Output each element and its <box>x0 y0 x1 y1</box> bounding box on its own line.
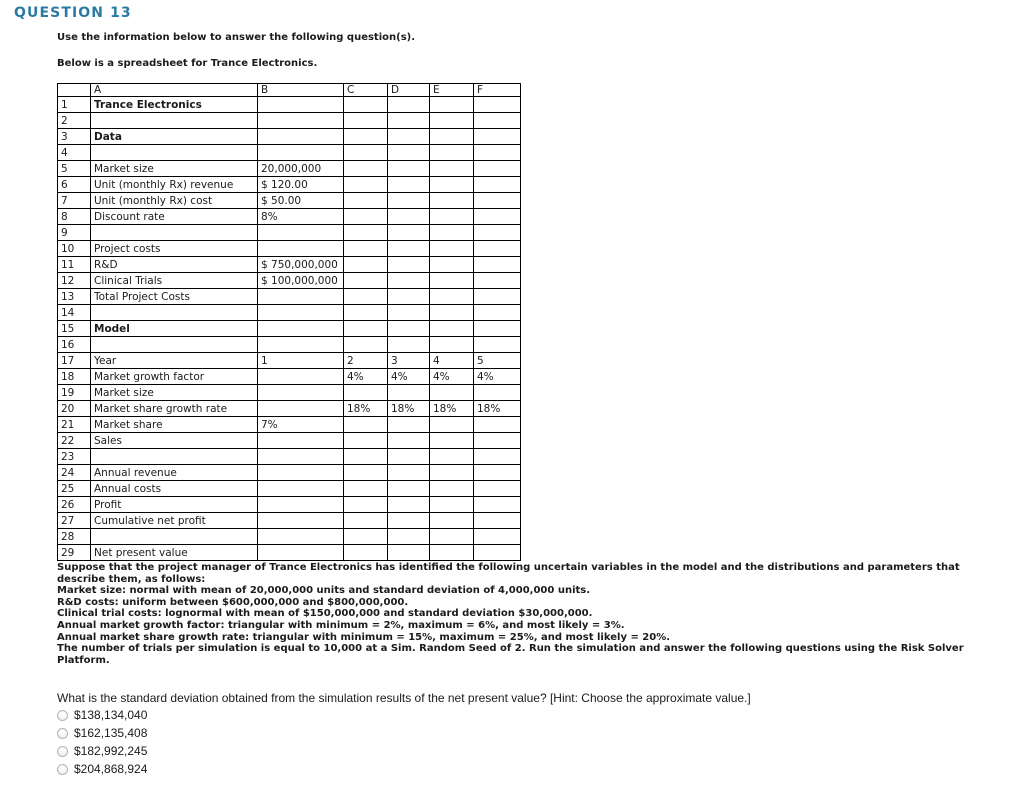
cell-B13 <box>258 289 344 305</box>
cell-B19 <box>258 385 344 401</box>
cell-C1 <box>344 97 388 113</box>
cell-A9 <box>91 225 258 241</box>
cell-A14 <box>91 305 258 321</box>
cell-B29 <box>258 545 344 561</box>
answer-option-3[interactable] <box>57 742 147 760</box>
spreadsheet-row-29 <box>58 545 521 561</box>
spreadsheet-row-3 <box>58 129 521 145</box>
cell-D29 <box>388 545 430 561</box>
cell-C2 <box>344 113 388 129</box>
row-number-4: 4 <box>58 145 91 161</box>
spreadsheet-row-12 <box>58 273 521 289</box>
cell-C3 <box>344 129 388 145</box>
cell-A19: Market size <box>91 385 258 401</box>
cell-E9 <box>430 225 474 241</box>
cell-F23 <box>474 449 521 465</box>
cell-F8 <box>474 209 521 225</box>
row-number-19: 19 <box>58 385 91 401</box>
row-number-5: 5 <box>58 161 91 177</box>
scenario-line-2: describe them, as follows: <box>57 573 206 585</box>
cell-C5 <box>344 161 388 177</box>
scenario-line-7: Annual market share growth rate: triangular with minimum = 15%, maximum = 25%, and most likely = 20%. <box>57 631 671 643</box>
cell-B16 <box>258 337 344 353</box>
answer-option-4[interactable] <box>57 760 147 778</box>
cell-C29 <box>344 545 388 561</box>
cell-C11 <box>344 257 388 273</box>
column-header-D: D <box>388 84 430 97</box>
cell-D2 <box>388 113 430 129</box>
row-number-21: 21 <box>58 417 91 433</box>
cell-E19 <box>430 385 474 401</box>
cell-A4 <box>91 145 258 161</box>
spreadsheet-row-24 <box>58 465 521 481</box>
cell-A11: R&D <box>91 257 258 273</box>
cell-A18: Market growth factor <box>91 369 258 385</box>
cell-C17: 2 <box>344 353 388 369</box>
scenario-line-8: The number of trials per simulation is equal to 10,000 at a Sim. Random Seed of 2. Run the simulation and answer the following questions using the Risk Solver <box>57 643 964 655</box>
cell-D23 <box>388 449 430 465</box>
intro-instruction: Use the information below to answer the following question(s). <box>57 32 416 43</box>
row-number-10: 10 <box>58 241 91 257</box>
cell-B14 <box>258 305 344 321</box>
cell-F20: 18% <box>474 401 521 417</box>
cell-B18 <box>258 369 344 385</box>
cell-A16 <box>91 337 258 353</box>
spreadsheet-row-10 <box>58 241 521 257</box>
cell-B8: 8% <box>258 209 344 225</box>
row-number-26: 26 <box>58 497 91 513</box>
cell-A2 <box>91 113 258 129</box>
cell-D9 <box>388 225 430 241</box>
cell-A26: Profit <box>91 497 258 513</box>
cell-B20 <box>258 401 344 417</box>
cell-F9 <box>474 225 521 241</box>
cell-D19 <box>388 385 430 401</box>
cell-C19 <box>344 385 388 401</box>
cell-E6 <box>430 177 474 193</box>
row-number-20: 20 <box>58 401 91 417</box>
cell-D5 <box>388 161 430 177</box>
row-number-25: 25 <box>58 481 91 497</box>
cell-A5: Market size <box>91 161 258 177</box>
cell-C15 <box>344 321 388 337</box>
cell-E3 <box>430 129 474 145</box>
column-header-A: A <box>91 84 258 97</box>
cell-C23 <box>344 449 388 465</box>
cell-C24 <box>344 465 388 481</box>
cell-D24 <box>388 465 430 481</box>
cell-E18: 4% <box>430 369 474 385</box>
cell-D28 <box>388 529 430 545</box>
cell-F28 <box>474 529 521 545</box>
cell-F4 <box>474 145 521 161</box>
radio-button-icon[interactable] <box>57 764 68 775</box>
cell-D22 <box>388 433 430 449</box>
cell-C6 <box>344 177 388 193</box>
cell-C12 <box>344 273 388 289</box>
spreadsheet-row-6 <box>58 177 521 193</box>
spreadsheet-row-17 <box>58 353 521 369</box>
cell-E24 <box>430 465 474 481</box>
row-number-17: 17 <box>58 353 91 369</box>
cell-F22 <box>474 433 521 449</box>
cell-F15 <box>474 321 521 337</box>
cell-E10 <box>430 241 474 257</box>
column-header-C: C <box>344 84 388 97</box>
cell-A25: Annual costs <box>91 481 258 497</box>
cell-C25 <box>344 481 388 497</box>
cell-B21: 7% <box>258 417 344 433</box>
cell-F10 <box>474 241 521 257</box>
cell-F13 <box>474 289 521 305</box>
row-number-28: 28 <box>58 529 91 545</box>
spreadsheet-row-2 <box>58 113 521 129</box>
scenario-line-5: Clinical trial costs: lognormal with mean of $150,000,000 and standard deviation $30,000,000. <box>57 608 593 620</box>
cell-A23 <box>91 449 258 465</box>
cell-D14 <box>388 305 430 321</box>
cell-C26 <box>344 497 388 513</box>
cell-F29 <box>474 545 521 561</box>
spreadsheet-row-8 <box>58 209 521 225</box>
cell-D13 <box>388 289 430 305</box>
row-number-16: 16 <box>58 337 91 353</box>
scenario-line-9: Platform. <box>57 654 110 666</box>
cell-F14 <box>474 305 521 321</box>
corner-cell <box>58 84 91 97</box>
cell-D11 <box>388 257 430 273</box>
spreadsheet-row-23 <box>58 449 521 465</box>
radio-button-icon[interactable] <box>57 728 68 739</box>
cell-F18: 4% <box>474 369 521 385</box>
cell-B23 <box>258 449 344 465</box>
cell-F27 <box>474 513 521 529</box>
row-number-3: 3 <box>58 129 91 145</box>
cell-E17: 4 <box>430 353 474 369</box>
spreadsheet-row-19 <box>58 385 521 401</box>
cell-A12: Clinical Trials <box>91 273 258 289</box>
cell-F11 <box>474 257 521 273</box>
cell-E21 <box>430 417 474 433</box>
cell-F25 <box>474 481 521 497</box>
row-number-2: 2 <box>58 113 91 129</box>
spreadsheet-row-25 <box>58 481 521 497</box>
cell-E16 <box>430 337 474 353</box>
cell-A13: Total Project Costs <box>91 289 258 305</box>
cell-A24: Annual revenue <box>91 465 258 481</box>
row-number-24: 24 <box>58 465 91 481</box>
column-header-B: B <box>258 84 344 97</box>
spreadsheet-row-20 <box>58 401 521 417</box>
cell-A28 <box>91 529 258 545</box>
cell-A21: Market share <box>91 417 258 433</box>
spreadsheet-row-22 <box>58 433 521 449</box>
cell-C27 <box>344 513 388 529</box>
cell-B22 <box>258 433 344 449</box>
cell-F7 <box>474 193 521 209</box>
cell-F3 <box>474 129 521 145</box>
cell-F6 <box>474 177 521 193</box>
cell-E8 <box>430 209 474 225</box>
scenario-line-3: Market size: normal with mean of 20,000,000 units and standard deviation of 4,000,000 units. <box>57 585 591 597</box>
cell-D27 <box>388 513 430 529</box>
spreadsheet-row-27 <box>58 513 521 529</box>
row-number-18: 18 <box>58 369 91 385</box>
row-number-7: 7 <box>58 193 91 209</box>
cell-A10: Project costs <box>91 241 258 257</box>
cell-D4 <box>388 145 430 161</box>
cell-C18: 4% <box>344 369 388 385</box>
cell-A6: Unit (monthly Rx) revenue <box>91 177 258 193</box>
scenario-line-1: Suppose that the project manager of Trance Electronics has identified the following uncertain variables in the model and the distributions and parameters that <box>57 562 960 573</box>
spreadsheet-row-14 <box>58 305 521 321</box>
cell-C20: 18% <box>344 401 388 417</box>
row-number-11: 11 <box>58 257 91 273</box>
column-header-E: E <box>430 84 474 97</box>
cell-D21 <box>388 417 430 433</box>
cell-E13 <box>430 289 474 305</box>
cell-C22 <box>344 433 388 449</box>
cell-A27: Cumulative net profit <box>91 513 258 529</box>
cell-D25 <box>388 481 430 497</box>
row-number-27: 27 <box>58 513 91 529</box>
cell-A29: Net present value <box>91 545 258 561</box>
cell-B26 <box>258 497 344 513</box>
spreadsheet-row-16 <box>58 337 521 353</box>
row-number-29: 29 <box>58 545 91 561</box>
cell-C9 <box>344 225 388 241</box>
spreadsheet-row-9 <box>58 225 521 241</box>
cell-C14 <box>344 305 388 321</box>
row-number-12: 12 <box>58 273 91 289</box>
cell-E5 <box>430 161 474 177</box>
option-label: $204,868,924 <box>74 762 148 776</box>
cell-D1 <box>388 97 430 113</box>
cell-D18: 4% <box>388 369 430 385</box>
spreadsheet-row-1 <box>58 97 521 113</box>
radio-button-icon[interactable] <box>57 710 68 721</box>
spreadsheet-row-5 <box>58 161 521 177</box>
cell-B5: 20,000,000 <box>258 161 344 177</box>
cell-E15 <box>430 321 474 337</box>
cell-E2 <box>430 113 474 129</box>
scenario-line-6: Annual market growth factor: triangular with minimum = 2%, maximum = 6%, and most likely = 3%. <box>57 619 625 631</box>
row-number-15: 15 <box>58 321 91 337</box>
cell-B15 <box>258 321 344 337</box>
cell-D8 <box>388 209 430 225</box>
cell-F17: 5 <box>474 353 521 369</box>
cell-F2 <box>474 113 521 129</box>
spreadsheet-row-21 <box>58 417 521 433</box>
cell-F19 <box>474 385 521 401</box>
answer-option-1[interactable] <box>57 706 147 724</box>
option-label: $138,134,040 <box>74 708 148 722</box>
cell-D16 <box>388 337 430 353</box>
cell-D26 <box>388 497 430 513</box>
cell-B28 <box>258 529 344 545</box>
cell-D7 <box>388 193 430 209</box>
cell-E25 <box>430 481 474 497</box>
cell-B17: 1 <box>258 353 344 369</box>
cell-F26 <box>474 497 521 513</box>
cell-D15 <box>388 321 430 337</box>
cell-F1 <box>474 97 521 113</box>
cell-B24 <box>258 465 344 481</box>
answer-options <box>57 706 147 778</box>
spreadsheet-row-28 <box>58 529 521 545</box>
cell-F5 <box>474 161 521 177</box>
spreadsheet-row-18 <box>58 369 521 385</box>
cell-A1: Trance Electronics <box>91 97 258 113</box>
cell-B4 <box>258 145 344 161</box>
cell-E7 <box>430 193 474 209</box>
cell-B2 <box>258 113 344 129</box>
cell-C21 <box>344 417 388 433</box>
spreadsheet-row-15 <box>58 321 521 337</box>
cell-C28 <box>344 529 388 545</box>
spreadsheet-row-26 <box>58 497 521 513</box>
cell-D17: 3 <box>388 353 430 369</box>
spreadsheet-row-13 <box>58 289 521 305</box>
cell-E23 <box>430 449 474 465</box>
row-number-9: 9 <box>58 225 91 241</box>
cell-E28 <box>430 529 474 545</box>
scenario-text <box>57 562 964 666</box>
row-number-6: 6 <box>58 177 91 193</box>
question-text: What is the standard deviation obtained from the simulation results of the net present value? [Hint: Choose the approximate value.] <box>57 691 751 705</box>
row-number-14: 14 <box>58 305 91 321</box>
scenario-line-4: R&D costs: uniform between $600,000,000 and $800,000,000. <box>57 596 409 608</box>
cell-B7: $ 50.00 <box>258 193 344 209</box>
cell-A7: Unit (monthly Rx) cost <box>91 193 258 209</box>
cell-F21 <box>474 417 521 433</box>
page-title: QUESTION 13 <box>14 5 132 21</box>
column-header-F: F <box>474 84 521 97</box>
option-label: $162,135,408 <box>74 726 148 740</box>
row-number-8: 8 <box>58 209 91 225</box>
cell-D20: 18% <box>388 401 430 417</box>
cell-E27 <box>430 513 474 529</box>
cell-F16 <box>474 337 521 353</box>
cell-F12 <box>474 273 521 289</box>
cell-B1 <box>258 97 344 113</box>
cell-D3 <box>388 129 430 145</box>
cell-D10 <box>388 241 430 257</box>
spreadsheet-row-4 <box>58 145 521 161</box>
cell-E11 <box>430 257 474 273</box>
cell-C8 <box>344 209 388 225</box>
row-number-13: 13 <box>58 289 91 305</box>
cell-F24 <box>474 465 521 481</box>
cell-A3: Data <box>91 129 258 145</box>
row-number-22: 22 <box>58 433 91 449</box>
cell-C7 <box>344 193 388 209</box>
cell-D12 <box>388 273 430 289</box>
cell-E26 <box>430 497 474 513</box>
cell-C10 <box>344 241 388 257</box>
cell-C16 <box>344 337 388 353</box>
spreadsheet-caption: Below is a spreadsheet for Trance Electronics. <box>57 58 318 69</box>
cell-E14 <box>430 305 474 321</box>
spreadsheet-header-row <box>58 84 521 97</box>
cell-C13 <box>344 289 388 305</box>
cell-E20: 18% <box>430 401 474 417</box>
cell-A17: Year <box>91 353 258 369</box>
spreadsheet-row-7 <box>58 193 521 209</box>
cell-E1 <box>430 97 474 113</box>
cell-E12 <box>430 273 474 289</box>
cell-B3 <box>258 129 344 145</box>
cell-B9 <box>258 225 344 241</box>
answer-option-2[interactable] <box>57 724 147 742</box>
cell-A15: Model <box>91 321 258 337</box>
cell-B27 <box>258 513 344 529</box>
row-number-23: 23 <box>58 449 91 465</box>
cell-A20: Market share growth rate <box>91 401 258 417</box>
radio-button-icon[interactable] <box>57 746 68 757</box>
cell-A8: Discount rate <box>91 209 258 225</box>
cell-E22 <box>430 433 474 449</box>
cell-B12: $ 100,000,000 <box>258 273 344 289</box>
cell-C4 <box>344 145 388 161</box>
cell-E29 <box>430 545 474 561</box>
cell-B6: $ 120.00 <box>258 177 344 193</box>
spreadsheet-table <box>57 83 521 561</box>
cell-D6 <box>388 177 430 193</box>
cell-A22: Sales <box>91 433 258 449</box>
cell-B10 <box>258 241 344 257</box>
cell-E4 <box>430 145 474 161</box>
option-label: $182,992,245 <box>74 744 148 758</box>
row-number-1: 1 <box>58 97 91 113</box>
cell-B11: $ 750,000,000 <box>258 257 344 273</box>
spreadsheet-row-11 <box>58 257 521 273</box>
cell-B25 <box>258 481 344 497</box>
